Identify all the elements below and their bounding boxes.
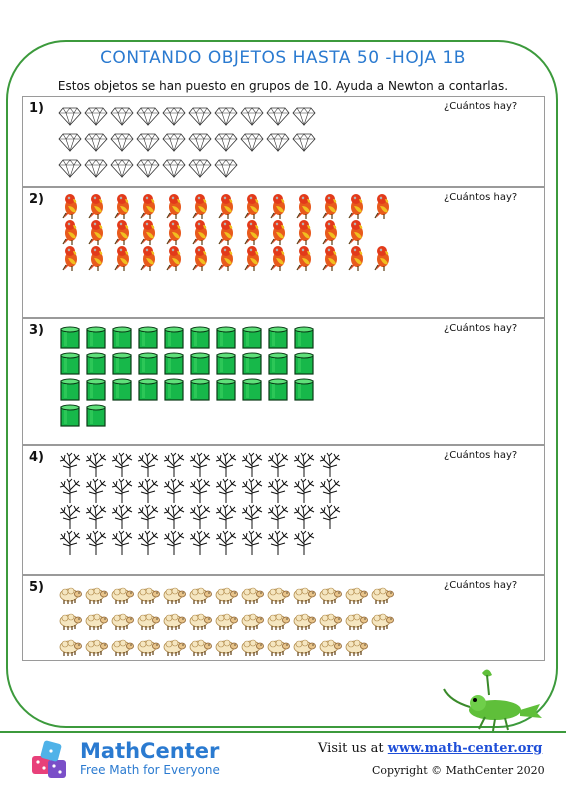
diamond-icon [239, 103, 265, 129]
sheep-icon [291, 634, 317, 660]
sheep-icon [213, 634, 239, 660]
sheep-icon [135, 608, 161, 634]
parrot-icon [161, 194, 187, 220]
bare-tree-icon [187, 530, 213, 556]
green-can-icon [213, 377, 239, 403]
green-can-icon [291, 351, 317, 377]
bare-tree-icon [213, 452, 239, 478]
bare-tree-icon [109, 478, 135, 504]
sheep-icon [291, 582, 317, 608]
question-label: ¿Cuántos hay? [444, 450, 518, 461]
parrot-icon [135, 194, 161, 220]
bare-tree-icon [317, 504, 343, 530]
parrot-icon [317, 246, 343, 272]
object-row [57, 246, 395, 272]
green-can-icon [135, 351, 161, 377]
parrot-icon [239, 220, 265, 246]
page-title: CONTANDO OBJETOS HASTA 50 -HOJA 1B [100, 48, 466, 68]
sheep-icon [265, 634, 291, 660]
bare-tree-icon [135, 452, 161, 478]
parrot-icon [57, 194, 83, 220]
green-can-icon [109, 325, 135, 351]
object-grid [57, 582, 395, 660]
bare-tree-icon [135, 504, 161, 530]
bare-tree-icon [291, 530, 317, 556]
object-row [57, 403, 317, 429]
visit-text: Visit us at [318, 741, 384, 756]
green-can-icon [83, 403, 109, 429]
object-grid [57, 194, 395, 272]
diamond-icon [265, 129, 291, 155]
diamond-icon [239, 129, 265, 155]
diamond-icon [161, 129, 187, 155]
parrot-icon [369, 246, 395, 272]
exercise-number: 1) [29, 101, 44, 116]
sheep-icon [291, 608, 317, 634]
parrot-icon [109, 194, 135, 220]
object-row [57, 478, 343, 504]
sheep-icon [343, 634, 369, 660]
bare-tree-icon [161, 452, 187, 478]
sheep-icon [343, 608, 369, 634]
diamond-icon [135, 103, 161, 129]
green-can-icon [291, 325, 317, 351]
sheep-icon [187, 634, 213, 660]
bare-tree-icon [83, 478, 109, 504]
parrot-icon [187, 246, 213, 272]
sheep-icon [57, 582, 83, 608]
green-can-icon [239, 377, 265, 403]
visit-line [318, 741, 542, 756]
sheep-icon [317, 608, 343, 634]
bare-tree-icon [187, 504, 213, 530]
exercise-1 [22, 96, 545, 187]
sheep-icon [109, 608, 135, 634]
bare-tree-icon [239, 504, 265, 530]
brand-tagline: Free Math for Everyone [80, 763, 220, 777]
green-can-icon [291, 377, 317, 403]
green-can-icon [213, 325, 239, 351]
bare-tree-icon [265, 504, 291, 530]
bare-tree-icon [83, 530, 109, 556]
diamond-icon [213, 129, 239, 155]
bare-tree-icon [317, 452, 343, 478]
exercise-number: 5) [29, 580, 44, 595]
sheep-icon [135, 582, 161, 608]
footer-divider [0, 731, 566, 733]
bare-tree-icon [239, 478, 265, 504]
exercise-3 [22, 318, 545, 445]
sheep-icon [265, 608, 291, 634]
diamond-icon [109, 129, 135, 155]
newton-mascot-icon [440, 665, 550, 739]
parrot-icon [291, 220, 317, 246]
green-can-icon [187, 351, 213, 377]
object-grid [57, 452, 343, 556]
exercise-5 [22, 575, 545, 661]
sheep-icon [369, 608, 395, 634]
object-grid [57, 103, 317, 181]
parrot-icon [83, 194, 109, 220]
diamond-icon [213, 103, 239, 129]
dice-logo-icon [30, 740, 74, 784]
parrot-icon [213, 220, 239, 246]
sheep-icon [239, 608, 265, 634]
object-grid [57, 325, 317, 429]
green-can-icon [57, 377, 83, 403]
bare-tree-icon [161, 530, 187, 556]
parrot-icon [265, 194, 291, 220]
object-row [57, 351, 317, 377]
sheep-icon [161, 608, 187, 634]
green-can-icon [109, 351, 135, 377]
bare-tree-icon [57, 530, 83, 556]
diamond-icon [187, 155, 213, 181]
exercise-number: 3) [29, 323, 44, 338]
green-can-icon [239, 351, 265, 377]
bare-tree-icon [265, 530, 291, 556]
parrot-icon [57, 220, 83, 246]
object-row [57, 325, 317, 351]
sheep-icon [239, 634, 265, 660]
diamond-icon [187, 129, 213, 155]
parrot-icon [187, 194, 213, 220]
bare-tree-icon [161, 478, 187, 504]
bare-tree-icon [109, 504, 135, 530]
parrot-icon [291, 194, 317, 220]
sheep-icon [135, 634, 161, 660]
parrot-icon [187, 220, 213, 246]
exercise-number: 2) [29, 192, 44, 207]
object-row [57, 582, 395, 608]
parrot-icon [291, 246, 317, 272]
question-label: ¿Cuántos hay? [444, 580, 518, 591]
bare-tree-icon [135, 478, 161, 504]
object-row [57, 634, 395, 660]
bare-tree-icon [57, 478, 83, 504]
exercise-number: 4) [29, 450, 44, 465]
parrot-icon [109, 246, 135, 272]
green-can-icon [187, 377, 213, 403]
exercise-4 [22, 445, 545, 575]
bare-tree-icon [161, 504, 187, 530]
sheep-icon [343, 582, 369, 608]
parrot-icon [135, 220, 161, 246]
bare-tree-icon [57, 452, 83, 478]
brand-name: MathCenter [80, 739, 220, 763]
parrot-icon [317, 194, 343, 220]
sheep-icon [109, 634, 135, 660]
green-can-icon [83, 377, 109, 403]
green-can-icon [265, 351, 291, 377]
bare-tree-icon [265, 452, 291, 478]
object-row [57, 103, 317, 129]
green-can-icon [109, 377, 135, 403]
object-row [57, 608, 395, 634]
parrot-icon [317, 220, 343, 246]
parrot-icon [83, 220, 109, 246]
bare-tree-icon [83, 452, 109, 478]
diamond-icon [57, 129, 83, 155]
diamond-icon [161, 155, 187, 181]
sheep-icon [317, 582, 343, 608]
green-can-icon [83, 351, 109, 377]
diamond-icon [135, 129, 161, 155]
object-row [57, 155, 317, 181]
sheep-icon [187, 582, 213, 608]
sheep-icon [265, 582, 291, 608]
sheep-icon [83, 582, 109, 608]
parrot-icon [239, 246, 265, 272]
sheep-icon [317, 634, 343, 660]
exercise-2 [22, 187, 545, 318]
bare-tree-icon [239, 530, 265, 556]
diamond-icon [83, 155, 109, 181]
sheep-icon [187, 608, 213, 634]
bare-tree-icon [317, 478, 343, 504]
diamond-icon [213, 155, 239, 181]
green-can-icon [213, 351, 239, 377]
parrot-icon [369, 194, 395, 220]
green-can-icon [187, 325, 213, 351]
bare-tree-icon [213, 530, 239, 556]
object-row [57, 530, 343, 556]
parrot-icon [213, 194, 239, 220]
bare-tree-icon [291, 452, 317, 478]
diamond-icon [135, 155, 161, 181]
green-can-icon [161, 325, 187, 351]
diamond-icon [57, 103, 83, 129]
parrot-icon [83, 246, 109, 272]
object-row [57, 220, 395, 246]
bare-tree-icon [187, 478, 213, 504]
copyright: Copyright © MathCenter 2020 [372, 764, 545, 777]
parrot-icon [265, 246, 291, 272]
parrot-icon [109, 220, 135, 246]
green-can-icon [135, 377, 161, 403]
diamond-icon [291, 129, 317, 155]
sheep-icon [83, 608, 109, 634]
parrot-icon [135, 246, 161, 272]
object-row [57, 504, 343, 530]
green-can-icon [57, 403, 83, 429]
sheep-icon [213, 608, 239, 634]
parrot-icon [161, 246, 187, 272]
parrot-icon [161, 220, 187, 246]
diamond-icon [109, 103, 135, 129]
bare-tree-icon [239, 452, 265, 478]
parrot-icon [213, 246, 239, 272]
object-row [57, 452, 343, 478]
object-row [57, 377, 317, 403]
sheep-icon [239, 582, 265, 608]
object-row [57, 129, 317, 155]
diamond-icon [83, 103, 109, 129]
green-can-icon [135, 325, 161, 351]
bare-tree-icon [109, 530, 135, 556]
green-can-icon [161, 351, 187, 377]
sheep-icon [57, 608, 83, 634]
bare-tree-icon [291, 478, 317, 504]
green-can-icon [265, 377, 291, 403]
diamond-icon [291, 103, 317, 129]
parrot-icon [57, 246, 83, 272]
diamond-icon [57, 155, 83, 181]
sheep-icon [83, 634, 109, 660]
diamond-icon [161, 103, 187, 129]
bare-tree-icon [213, 478, 239, 504]
green-can-icon [57, 325, 83, 351]
bare-tree-icon [265, 478, 291, 504]
parrot-icon [343, 194, 369, 220]
green-can-icon [239, 325, 265, 351]
sheep-icon [161, 582, 187, 608]
diamond-icon [83, 129, 109, 155]
sheep-icon [109, 582, 135, 608]
bare-tree-icon [135, 530, 161, 556]
parrot-icon [343, 246, 369, 272]
diamond-icon [109, 155, 135, 181]
green-can-icon [265, 325, 291, 351]
bare-tree-icon [187, 452, 213, 478]
sheep-icon [161, 634, 187, 660]
bare-tree-icon [213, 504, 239, 530]
parrot-icon [343, 220, 369, 246]
bare-tree-icon [83, 504, 109, 530]
instructions: Estos objetos se han puesto en grupos de 10. Ayuda a Newton a contarlas. [57, 79, 509, 93]
object-row [57, 194, 395, 220]
sheep-icon [369, 582, 395, 608]
bare-tree-icon [291, 504, 317, 530]
green-can-icon [57, 351, 83, 377]
question-label: ¿Cuántos hay? [444, 323, 518, 334]
question-label: ¿Cuántos hay? [444, 192, 518, 203]
green-can-icon [83, 325, 109, 351]
diamond-icon [187, 103, 213, 129]
diamond-icon [265, 103, 291, 129]
question-label: ¿Cuántos hay? [444, 101, 518, 112]
bare-tree-icon [109, 452, 135, 478]
sheep-icon [213, 582, 239, 608]
bare-tree-icon [57, 504, 83, 530]
website-link[interactable]: www.math-center.org [387, 741, 543, 756]
parrot-icon [265, 220, 291, 246]
parrot-icon [239, 194, 265, 220]
sheep-icon [57, 634, 83, 660]
green-can-icon [161, 377, 187, 403]
